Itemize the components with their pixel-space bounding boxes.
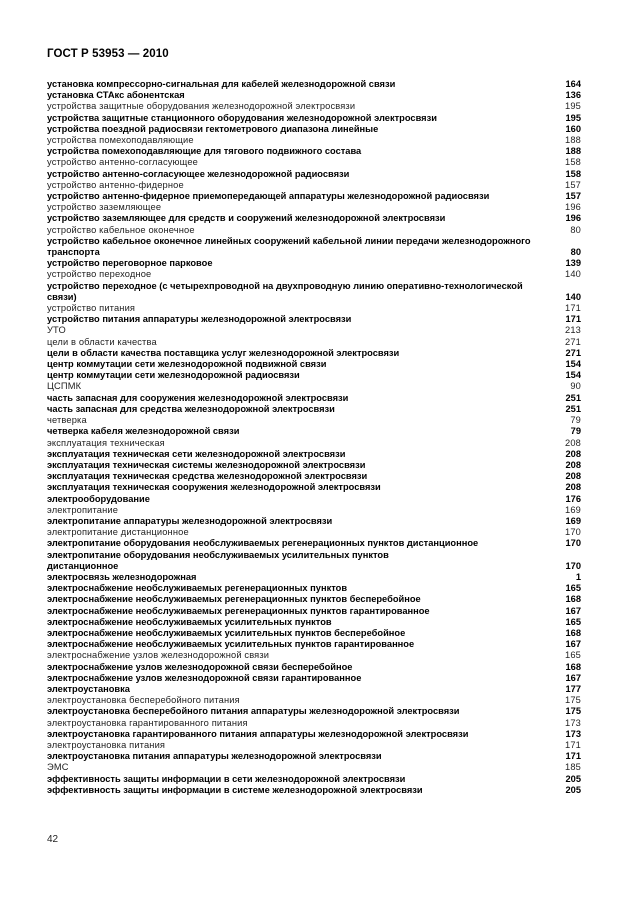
index-page-ref: 271 (565, 336, 581, 347)
index-term: устройство переходное (47, 269, 152, 280)
index-entry (47, 426, 581, 437)
index-term: устройство питания аппаратуры железнодорожной электросвязи (47, 314, 352, 325)
index-page-ref: 185 (565, 762, 581, 773)
index-page-ref: 90 (570, 381, 581, 392)
index-entry (47, 213, 581, 224)
index-page-ref: 167 (565, 605, 581, 616)
index-entry (47, 740, 581, 751)
index-entry (47, 594, 581, 605)
index-term: установка компрессорно-сигнальная для кабелей железнодорожной связи (47, 79, 396, 89)
index-page-ref: 208 (565, 437, 581, 448)
index-entry (47, 650, 581, 661)
index-entry (47, 774, 581, 785)
index-page-ref: 195 (565, 101, 581, 112)
index-page-ref: 213 (565, 325, 581, 336)
index-term: центр коммутации сети железнодорожной радиосвязи (47, 370, 300, 381)
index-entry (47, 101, 581, 112)
index-entry (47, 494, 581, 505)
index-page-ref: 171 (565, 314, 581, 325)
index-entry (47, 617, 581, 628)
index-page-ref: 171 (565, 739, 581, 750)
index-term: электропитание оборудования необслуживаемых регенерационных пунктов дистанционное (47, 538, 479, 549)
index-entry (47, 460, 581, 471)
index-page-ref: 136 (565, 90, 581, 101)
index-entry (47, 538, 581, 549)
index-entry (47, 359, 581, 370)
index-page-ref: 167 (565, 639, 581, 650)
index-page-ref: 165 (565, 583, 581, 594)
index-entry (47, 124, 581, 135)
index-entry (47, 79, 581, 90)
index-term: эксплуатация техническая (47, 437, 165, 448)
index-entry (47, 639, 581, 650)
index-term: электросвязь железнодорожная (47, 571, 197, 582)
index-page-ref: 158 (565, 168, 581, 179)
index-page-ref: 188 (565, 146, 581, 157)
index-term: эксплуатация техническая сети железнодорожной электросвязи (47, 448, 346, 459)
index-entry (47, 449, 581, 460)
index-term: установка СТАкс абонентская (47, 90, 185, 101)
index-term: устройство антенно-фидерное приемопередающей аппаратуры железнодорожной радиосвязи (47, 191, 490, 202)
index-entry (47, 662, 581, 673)
index-term: устройство антенно-согласующее (47, 157, 199, 168)
index-page-ref: 140 (565, 291, 581, 302)
index-entry (47, 729, 581, 740)
index-term: эффективность защиты информации в системе железнодорожной электросвязи (47, 784, 423, 795)
index-term: электроснабжение необслуживаемых усилительных пунктов бесперебойное (47, 627, 406, 638)
index-term: электропитание дистанционное (47, 527, 189, 538)
index-page-ref: 80 (570, 224, 581, 235)
index-term: ЦСПМК (47, 381, 82, 392)
index-page-ref: 208 (565, 471, 581, 482)
index-term: электроснабжение необслуживаемых усилительных пунктов гарантированное (47, 639, 415, 650)
index-page-ref: 171 (565, 751, 581, 762)
index-term: часть запасная для средства железнодорожной электросвязи (47, 403, 335, 414)
index-entry (47, 684, 581, 695)
index-page-ref: 251 (565, 403, 581, 414)
index-page-ref: 168 (565, 594, 581, 605)
index-entry (47, 135, 581, 146)
index-entry (47, 90, 581, 101)
index-page-ref: 164 (565, 79, 581, 89)
index-term: электроснабжение узлов железнодорожной связи бесперебойное (47, 661, 353, 672)
index-page-ref: 154 (565, 370, 581, 381)
index-page-ref: 158 (565, 157, 581, 168)
index-entry (47, 673, 581, 684)
index-page-ref: 170 (565, 527, 581, 538)
index-entry (47, 191, 581, 202)
index-page-ref: 175 (565, 695, 581, 706)
page-number: 42 (47, 834, 59, 845)
index-page-ref: 176 (565, 493, 581, 504)
index-page-ref: 171 (565, 303, 581, 314)
index-term: устройство переговорное парковое (47, 258, 213, 269)
index-entry (47, 527, 581, 538)
index-term: устройства помехоподавляющие (47, 135, 194, 146)
index-page-ref: 167 (565, 672, 581, 683)
index-page-ref: 169 (565, 504, 581, 515)
index-page-ref: 170 (565, 538, 581, 549)
index-entry (47, 438, 581, 449)
index-entry (47, 146, 581, 157)
index-entry (47, 381, 581, 392)
index-term: устройства помехоподавляющие для тягового подвижного состава (47, 146, 362, 157)
index-page-ref: 157 (565, 179, 581, 190)
index-term: электрооборудование (47, 493, 150, 504)
index-entry (47, 169, 581, 180)
index-page-ref: 271 (565, 347, 581, 358)
index-term: электроснабжение необслуживаемых регенерационных пунктов (47, 583, 348, 594)
index-term: устройство заземляющее (47, 202, 162, 213)
index-page-ref: 196 (565, 213, 581, 224)
index-term: электроснабжение необслуживаемых регенерационных пунктов бесперебойное (47, 594, 421, 605)
index-page-ref: 160 (565, 123, 581, 134)
index-entry (47, 695, 581, 706)
index-term: ЭМС (47, 762, 69, 773)
index-page-ref: 170 (565, 560, 581, 571)
index-page-ref: 79 (570, 415, 581, 426)
index-page-ref: 157 (565, 191, 581, 202)
index-page-ref: 208 (565, 482, 581, 493)
alphabetical-index (47, 79, 581, 796)
index-entry (47, 762, 581, 773)
index-page-ref: 173 (565, 717, 581, 728)
index-term: электроснабжение необслуживаемых усилительных пунктов (47, 616, 332, 627)
index-term: устройства поездной радиосвязи гектометрового диапазона линейные (47, 123, 379, 134)
index-entry (47, 785, 581, 796)
index-entry (47, 482, 581, 493)
index-term: устройство заземляющее для средств и сооружений железнодорожной электросвязи (47, 213, 446, 224)
index-entry (47, 303, 581, 314)
index-page-ref: 154 (565, 359, 581, 370)
index-entry (47, 281, 581, 303)
index-entry (47, 628, 581, 639)
index-page-ref: 205 (565, 773, 581, 784)
index-entry (47, 751, 581, 762)
index-term: эксплуатация техническая средства железнодорожной электросвязи (47, 471, 368, 482)
index-term: устройство питания (47, 303, 136, 314)
index-entry (47, 516, 581, 527)
index-page-ref: 205 (565, 784, 581, 795)
index-page-ref: 1 (575, 571, 581, 582)
index-term-line: дистанционное (47, 560, 119, 571)
index-page-ref: 80 (570, 247, 581, 258)
index-entry (47, 505, 581, 516)
index-page-ref: 196 (565, 202, 581, 213)
index-entry (47, 269, 581, 280)
index-entry (47, 202, 581, 213)
index-term: центр коммутации сети железнодорожной подвижной связи (47, 359, 327, 370)
index-term: УТО (47, 325, 66, 336)
index-entry (47, 314, 581, 325)
index-page-ref: 168 (565, 627, 581, 638)
index-page-ref: 173 (565, 728, 581, 739)
index-term: эффективность защиты информации в сети железнодорожной электросвязи (47, 773, 406, 784)
index-term: цели в области качества (47, 336, 157, 347)
index-term: устройство антенно-фидерное (47, 179, 184, 190)
index-page-ref: 168 (565, 661, 581, 672)
index-page-ref: 169 (565, 515, 581, 526)
index-term: устройства защитные оборудования железнодорожной электросвязи (47, 101, 356, 112)
index-entry (47, 157, 581, 168)
index-term: четверка кабеля железнодорожной связи (47, 426, 240, 437)
index-entry (47, 113, 581, 124)
index-term: электроснабжение необслуживаемых регенерационных пунктов гарантированное (47, 605, 430, 616)
index-entry (47, 258, 581, 269)
index-entry (47, 370, 581, 381)
index-term: электроснабжение узлов железнодорожной связи (47, 650, 270, 661)
index-page-ref: 177 (565, 683, 581, 694)
index-term: устройства защитные станционного оборудования железнодорожной электросвязи (47, 112, 437, 123)
index-page-ref: 140 (565, 269, 581, 280)
index-entry (47, 718, 581, 729)
index-term: эксплуатация техническая сооружения железнодорожной электросвязи (47, 482, 381, 493)
index-term: устройство переходное (с четырехпроводной на двухпроводную линию оперативно-технологической связи) (47, 280, 523, 302)
index-term: электроустановка бесперебойного питания (47, 695, 240, 706)
index-page-ref: 79 (570, 426, 581, 437)
index-term: устройство кабельное оконечное (47, 224, 195, 235)
index-entry (47, 415, 581, 426)
index-page-ref: 208 (565, 459, 581, 470)
index-term: электроустановка бесперебойного питания аппаратуры железнодорожной электросвязи (47, 706, 460, 717)
document-header: ГОСТ Р 53953 — 2010 (47, 48, 169, 60)
index-entry (47, 348, 581, 359)
index-term: эксплуатация техническая системы железнодорожной электросвязи (47, 459, 366, 470)
index-entry (47, 606, 581, 617)
index-entry (47, 325, 581, 336)
index-term: электропитание (47, 504, 119, 515)
index-entry (47, 550, 581, 572)
index-term: устройство кабельное оконечное линейных сооружений кабельной линии передачи железнодорожного транспорта (47, 235, 531, 258)
index-entry (47, 225, 581, 236)
index-term: электроустановка питания (47, 739, 166, 750)
index-entry (47, 337, 581, 348)
index-term: часть запасная для сооружения железнодорожной электросвязи (47, 392, 349, 403)
index-page-ref: 195 (565, 112, 581, 123)
index-term: электроустановка (47, 683, 130, 694)
index-term: электропитание аппаратуры железнодорожной электросвязи (47, 515, 333, 526)
index-page-ref: 188 (565, 135, 581, 146)
index-term: устройство антенно-согласующее железнодорожной радиосвязи (47, 168, 350, 179)
index-page-ref: 165 (565, 616, 581, 627)
index-term: электроустановка гарантированного питания (47, 717, 248, 728)
index-term: электроснабжение узлов железнодорожной связи гарантированное (47, 672, 362, 683)
index-entry (47, 236, 581, 258)
index-entry (47, 180, 581, 191)
index-page-ref: 208 (565, 448, 581, 459)
index-page-ref: 175 (565, 706, 581, 717)
index-term (47, 550, 551, 572)
index-term: электроустановка гарантированного питания аппаратуры железнодорожной электросвязи (47, 728, 469, 739)
index-entry (47, 572, 581, 583)
index-term: четверка (47, 415, 87, 426)
index-page-ref: 165 (565, 650, 581, 661)
index-entry (47, 471, 581, 482)
index-entry (47, 583, 581, 594)
index-entry (47, 404, 581, 415)
index-term: электроустановка питания аппаратуры железнодорожной электросвязи (47, 751, 382, 762)
index-entry (47, 706, 581, 717)
index-page-ref: 251 (565, 392, 581, 403)
index-page-ref: 139 (565, 258, 581, 269)
index-term: цели в области качества поставщика услуг железнодорожной электросвязи (47, 347, 400, 358)
index-term-line: электропитание оборудования необслуживаемых усилительных пунктов (47, 549, 389, 560)
index-entry (47, 393, 581, 404)
